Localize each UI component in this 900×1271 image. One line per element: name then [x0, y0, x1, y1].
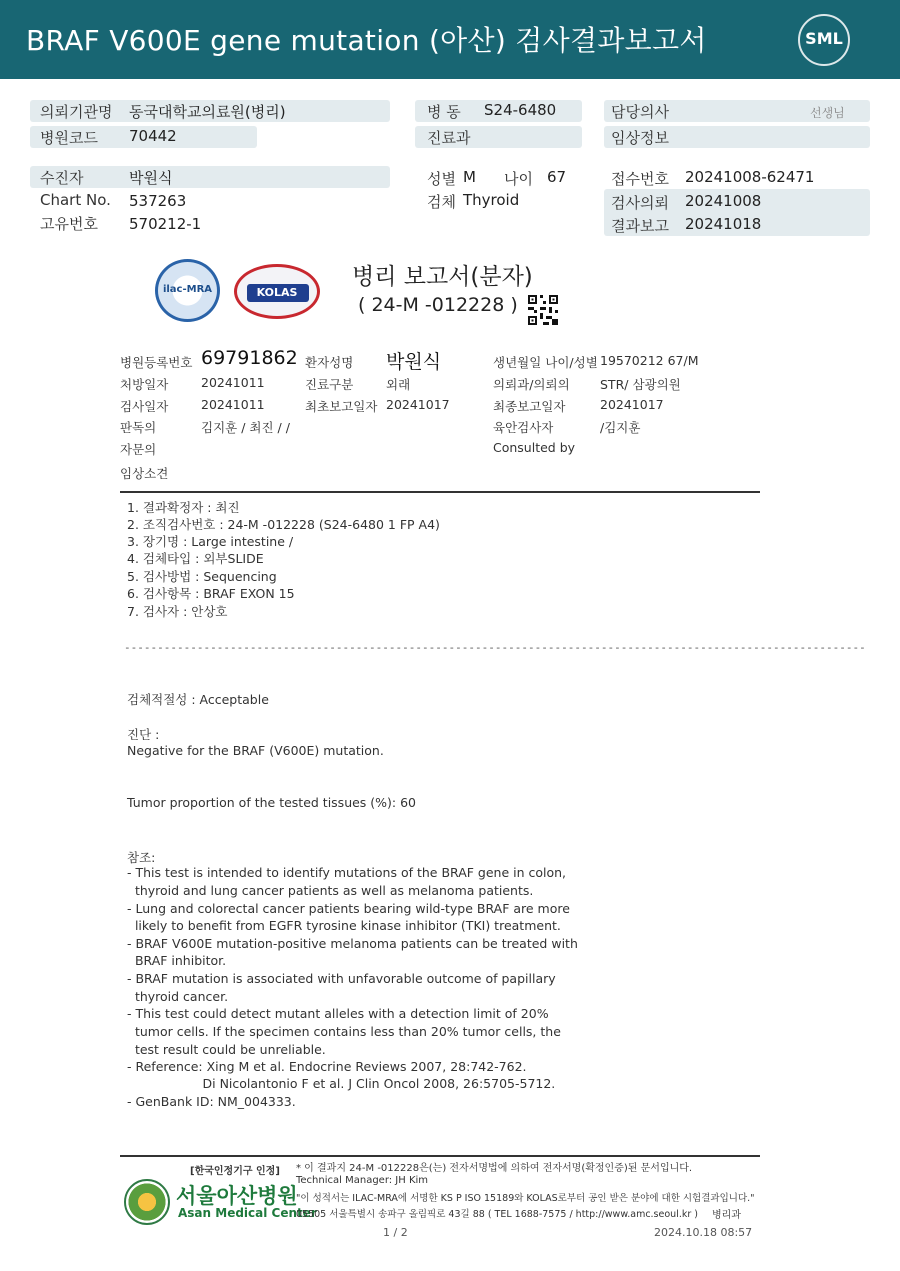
reg-no-value: 69791862 [201, 347, 298, 369]
patient-value: 박원식 [129, 169, 173, 187]
hospital-code-label: 병원코드 [40, 129, 98, 147]
list-item: 6. 검사항목 : BRAF EXON 15 [127, 586, 295, 601]
ref-dept-value: STR/ 삼광의원 [600, 377, 681, 392]
hospital-name-en: Asan Medical Center [178, 1206, 317, 1220]
accreditation-note: "이 성적서는 ILAC-MRA에 서명한 KS P ISO 15189와 KOLAS로부터 공인 받은 분야에 대한 시험결과입니다." [296, 1193, 755, 1204]
section-divider-footer [120, 1155, 760, 1157]
first-report-label: 최초보고일자 [305, 399, 378, 414]
gross-label: 육안검사자 [493, 420, 554, 435]
diagnosis-text: Negative for the BRAF (V600E) mutation. [127, 743, 384, 758]
chart-no-label: Chart No. [40, 191, 111, 209]
reference-line: BRAF inhibitor. [127, 953, 227, 968]
reader-label: 판독의 [120, 420, 157, 435]
reference-line: - GenBank ID: NM_004333. [127, 1094, 296, 1109]
pathology-report-title: 병리 보고서(분자) [352, 264, 533, 290]
receipt-no-value: 20241008-62471 [685, 168, 815, 186]
reference-line: - Lung and colorectal cancer patients bearing wild-type BRAF are more [127, 901, 570, 916]
ward-value: S24-6480 [484, 101, 557, 119]
rx-date-value: 20241011 [201, 375, 265, 390]
list-item: 2. 조직검사번호 : 24-M -012228 (S24-6480 1 FP A4) [127, 517, 440, 532]
qr-code-icon [528, 295, 558, 325]
test-date-value: 20241011 [201, 397, 265, 412]
tumor-proportion: Tumor proportion of the tested tissues (%): 60 [127, 795, 417, 810]
clinical-findings-label: 임상소견 [120, 466, 169, 481]
references-label: 참조: [127, 850, 156, 865]
print-timestamp: 2024.10.18 08:57 [654, 1226, 753, 1239]
request-date-label: 검사의뢰 [611, 194, 669, 212]
final-report-label: 최종보고일자 [493, 399, 566, 414]
technical-manager: Technical Manager: JH Kim [296, 1175, 429, 1186]
chart-no-value: 537263 [129, 192, 187, 210]
reference-line: - BRAF V600E mutation-positive melanoma patients can be treated with [127, 936, 578, 951]
reference-line: Di Nicolantonio F et al. J Clin Oncol 2008, 26:5705-5712. [127, 1076, 556, 1091]
consult-label: 자문의 [120, 442, 157, 457]
unique-no-label: 고유번호 [40, 215, 98, 233]
asan-emblem-icon [124, 1179, 170, 1225]
ward-label: 병 동 [427, 103, 461, 121]
result-date-value: 20241018 [685, 215, 762, 233]
patient-label: 수진자 [40, 169, 84, 187]
list-item: 4. 검체타입 : 외부SLIDE [127, 551, 264, 566]
receipt-no-label: 접수번호 [611, 170, 669, 188]
page-indicator: 1 / 2 [383, 1226, 408, 1239]
doctor-suffix: 선생님 [810, 106, 845, 120]
age-value: 67 [547, 168, 567, 186]
reg-no-label: 병원등록번호 [120, 355, 193, 370]
unique-no-value: 570212-1 [129, 215, 202, 233]
report-title: BRAF V600E gene mutation (아산) 검사결과보고서 [26, 24, 707, 57]
clinical-info-label: 임상정보 [611, 129, 669, 147]
rx-date-label: 처방일자 [120, 377, 169, 392]
reference-line: - Reference: Xing M et al. Endocrine Reviews 2007, 28:742-762. [127, 1059, 527, 1074]
ilac-mra-logo: ilac-MRA [155, 259, 220, 322]
reference-line: tumor cells. If the specimen contains less than 20% tumor cells, the [127, 1024, 561, 1039]
result-date-label: 결과보고 [611, 217, 669, 235]
dob-value: 19570212 67/M [600, 353, 699, 368]
reader-value: 김지훈 / 최진 / / [201, 420, 290, 435]
diagnosis-label: 진단 : [127, 727, 160, 742]
ref-dept-label: 의뢰과/의뢰의 [493, 377, 570, 392]
patient-name-value: 박원식 [386, 351, 442, 373]
e-signature-note: * 이 결과지 24-M -012228은(는) 전자서명법에 의하여 전자서명(확정인증)된 문서입니다. [296, 1163, 693, 1174]
list-item: 3. 장기명 : Large intestine / [127, 534, 294, 549]
specimen-label: 검체 [427, 193, 456, 211]
request-date-value: 20241008 [685, 192, 762, 210]
test-date-label: 검사일자 [120, 399, 169, 414]
hospital-name: 서울아산병원 [176, 1184, 298, 1208]
doctor-label: 담당의사 [611, 103, 669, 121]
gross-value: /김지훈 [600, 420, 641, 435]
care-type-label: 진료구분 [305, 377, 354, 392]
age-label: 나이 [504, 170, 533, 188]
patient-row [30, 166, 390, 188]
reference-line: likely to benefit from EGFR tyrosine kinase inhibitor (TKI) treatment. [127, 918, 561, 933]
title-bar [0, 0, 900, 79]
hospital-code-value: 70442 [129, 127, 177, 145]
final-report-value: 20241017 [600, 397, 664, 412]
department-name: 병리과 [712, 1210, 741, 1221]
kolas-logo: KOLAS [234, 264, 320, 319]
institution-label: 의뢰기관명 [40, 103, 113, 121]
reference-line: thyroid cancer. [127, 989, 229, 1004]
patient-name-label: 환자성명 [305, 355, 354, 370]
sml-logo: SML [798, 14, 850, 66]
reference-line: test result could be unreliable. [127, 1042, 326, 1057]
dashed-separator: ---------------------------------------------------------------------------------------------------------------- [124, 641, 866, 654]
dob-label: 생년월일 나이/성별 [493, 355, 598, 370]
care-type-value: 외래 [386, 377, 411, 392]
dept-label: 진료과 [427, 129, 471, 147]
list-item: 5. 검사방법 : Sequencing [127, 569, 277, 584]
reference-line: - This test is intended to identify mutations of the BRAF gene in colon, [127, 865, 567, 880]
list-item: 1. 결과확정자 : 최진 [127, 500, 240, 515]
reference-line: thyroid and lung cancer patients as well as melanoma patients. [127, 883, 534, 898]
reference-line: - This test could detect mutant alleles with a detection limit of 20% [127, 1006, 549, 1021]
consulted-by-label: Consulted by [493, 440, 576, 455]
section-divider-top [120, 491, 760, 493]
sex-value: M [463, 168, 476, 186]
list-item: 7. 검사자 : 안상호 [127, 604, 228, 619]
first-report-value: 20241017 [386, 397, 450, 412]
reference-line: - BRAF mutation is associated with unfavorable outcome of papillary [127, 971, 556, 986]
specimen-value: Thyroid [463, 191, 520, 209]
sex-label: 성별 [427, 170, 456, 188]
report-number: ( 24-M -012228 ) [358, 294, 518, 316]
institution-value: 동국대학교의료원(병리) [129, 103, 286, 121]
specimen-adequacy: 검체적절성 : Acceptable [127, 692, 269, 707]
address-line: 05505 서울특별시 송파구 올림픽로 43길 88 ( TEL 1688-7575 / http://www.amc.seoul.kr ) [296, 1209, 698, 1220]
accreditation-label: [한국인정기구 인정] [190, 1166, 280, 1177]
